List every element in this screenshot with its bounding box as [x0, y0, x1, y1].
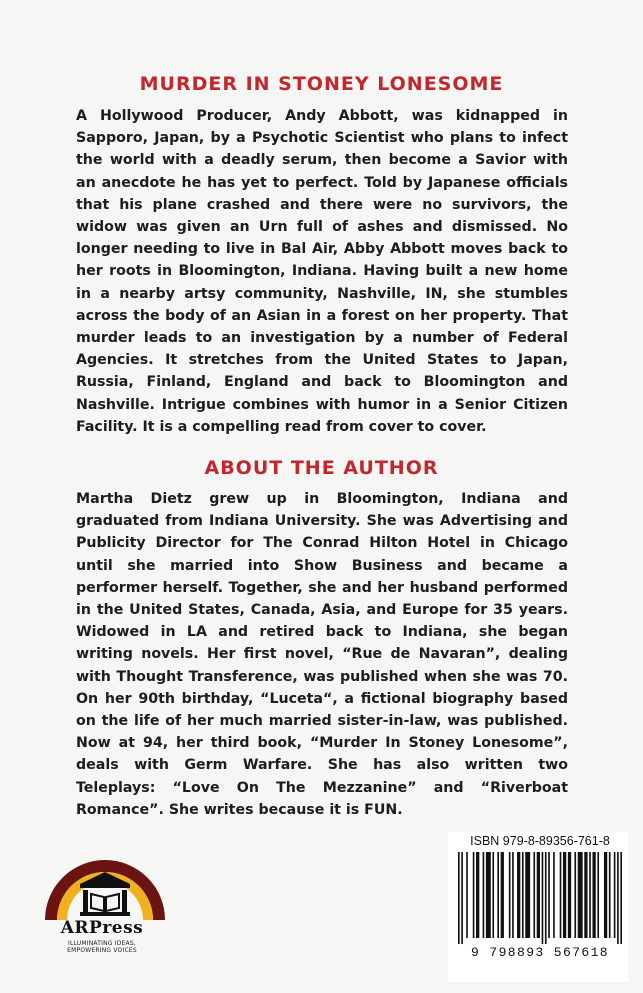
author-bio-paragraph: Martha Dietz grew up in Bloomington, Indiana and graduated from Indiana University. She was Advertising and Publicity Director for The Conrad Hilton Hotel in Chicago until she married into Show Business and became a performer herself. Together, she and her husband performed in the United States, Canada, Asia, and Europe for 35 years. Widowed in LA and retired back to Indiana, she began writing novels. Her first novel, “Rue de Navaran”, dealing with Thought Transference, was published when she was 70. On her 90th birthday, “Luceta“, a fictional biography based on the life of her much married sister-in-law, was published. Now at 94, her third book, “Murder In Stoney Lonesome”, deals with Germ Warfare. She has also written two Teleplays: “Love On The Mezzanine” and “Riverboat Romance”. She writes because it is FUN. — [76, 491, 568, 818]
library-arch-icon — [45, 860, 165, 920]
barcode-bar — [476, 852, 479, 938]
barcode-bar — [545, 852, 547, 944]
barcode-bar — [537, 852, 540, 938]
barcode-bar — [497, 852, 499, 938]
barcode-bar — [568, 852, 571, 938]
barcode-bar — [584, 852, 587, 938]
publisher-name: ARPress — [60, 918, 144, 938]
synopsis-paragraph: A Hollywood Producer, Andy Abbott, was kidnapped in Sapporo, Japan, by a Psychotic Scientist who plans to infect the world with a deadly serum, then become a Savior with an anecdote he has yet to perfect. Told by Japanese officials that his plane crashed and there were no survivors, the widow was given an Urn full of ashes and dismissed. No longer needing to live in Bal Air, Abby Abbott moves back to her roots in Bloomington, Indiana. Having built a new home in a nearby artsy community, Nashville, IN, she stumbles across the body of an Asian in a forest on her property. That murder leads to an investigation by a number of Federal Agencies. It stretches from the United States to Japan, Russia, Finland, England and back to Bloomington and Nashville. Intrigue combines with humor in a Senior Citizen Facility. It is a compelling read from cover to cover. — [76, 108, 568, 435]
barcode-bar — [578, 852, 583, 938]
barcode-bar — [486, 852, 491, 938]
barcode-bar — [609, 852, 611, 938]
barcode-bar — [533, 852, 535, 938]
barcode-bar — [617, 852, 619, 944]
book-title-heading: MURDER IN STONEY LONESOME — [139, 73, 504, 95]
barcode-bar — [592, 852, 595, 938]
barcode-bar — [473, 852, 475, 938]
isbn-label: ISBN 979-8-89356-761-8 — [470, 834, 610, 848]
tagline-line-1: ILLUMINATING IDEAS, — [68, 940, 136, 947]
barcode-bar — [620, 852, 622, 944]
about-author-heading: ABOUT THE AUTHOR — [204, 457, 439, 479]
barcode-bar — [512, 852, 514, 938]
barcode-bar — [614, 852, 616, 938]
barcode-digits: 9 798893 567618 — [470, 945, 610, 960]
barcode-bar — [466, 852, 468, 938]
barcode-bar — [525, 852, 530, 938]
barcode-bar — [548, 852, 550, 938]
barcode-bar — [589, 852, 591, 938]
tagline-line-2: EMPOWERING VOICES — [67, 947, 137, 954]
publisher-tagline — [40, 940, 164, 954]
barcode-bar — [574, 852, 576, 938]
barcode-bar — [560, 852, 562, 938]
barcode-bar — [483, 852, 485, 938]
barcode-bar — [501, 852, 504, 938]
barcode-bar — [553, 852, 555, 938]
barcode-bar — [563, 852, 566, 938]
barcode-bar — [517, 852, 520, 938]
publisher-logo — [40, 832, 170, 982]
barcode-bar — [604, 852, 607, 938]
barcode-bar — [458, 852, 460, 944]
barcode-bar — [492, 852, 494, 938]
barcode-bar — [542, 852, 544, 944]
barcode-bar — [461, 852, 463, 944]
barcode-bars — [456, 852, 624, 944]
barcode-bar — [597, 852, 599, 938]
barcode-bar — [522, 852, 524, 938]
barcode-bar — [509, 852, 511, 938]
